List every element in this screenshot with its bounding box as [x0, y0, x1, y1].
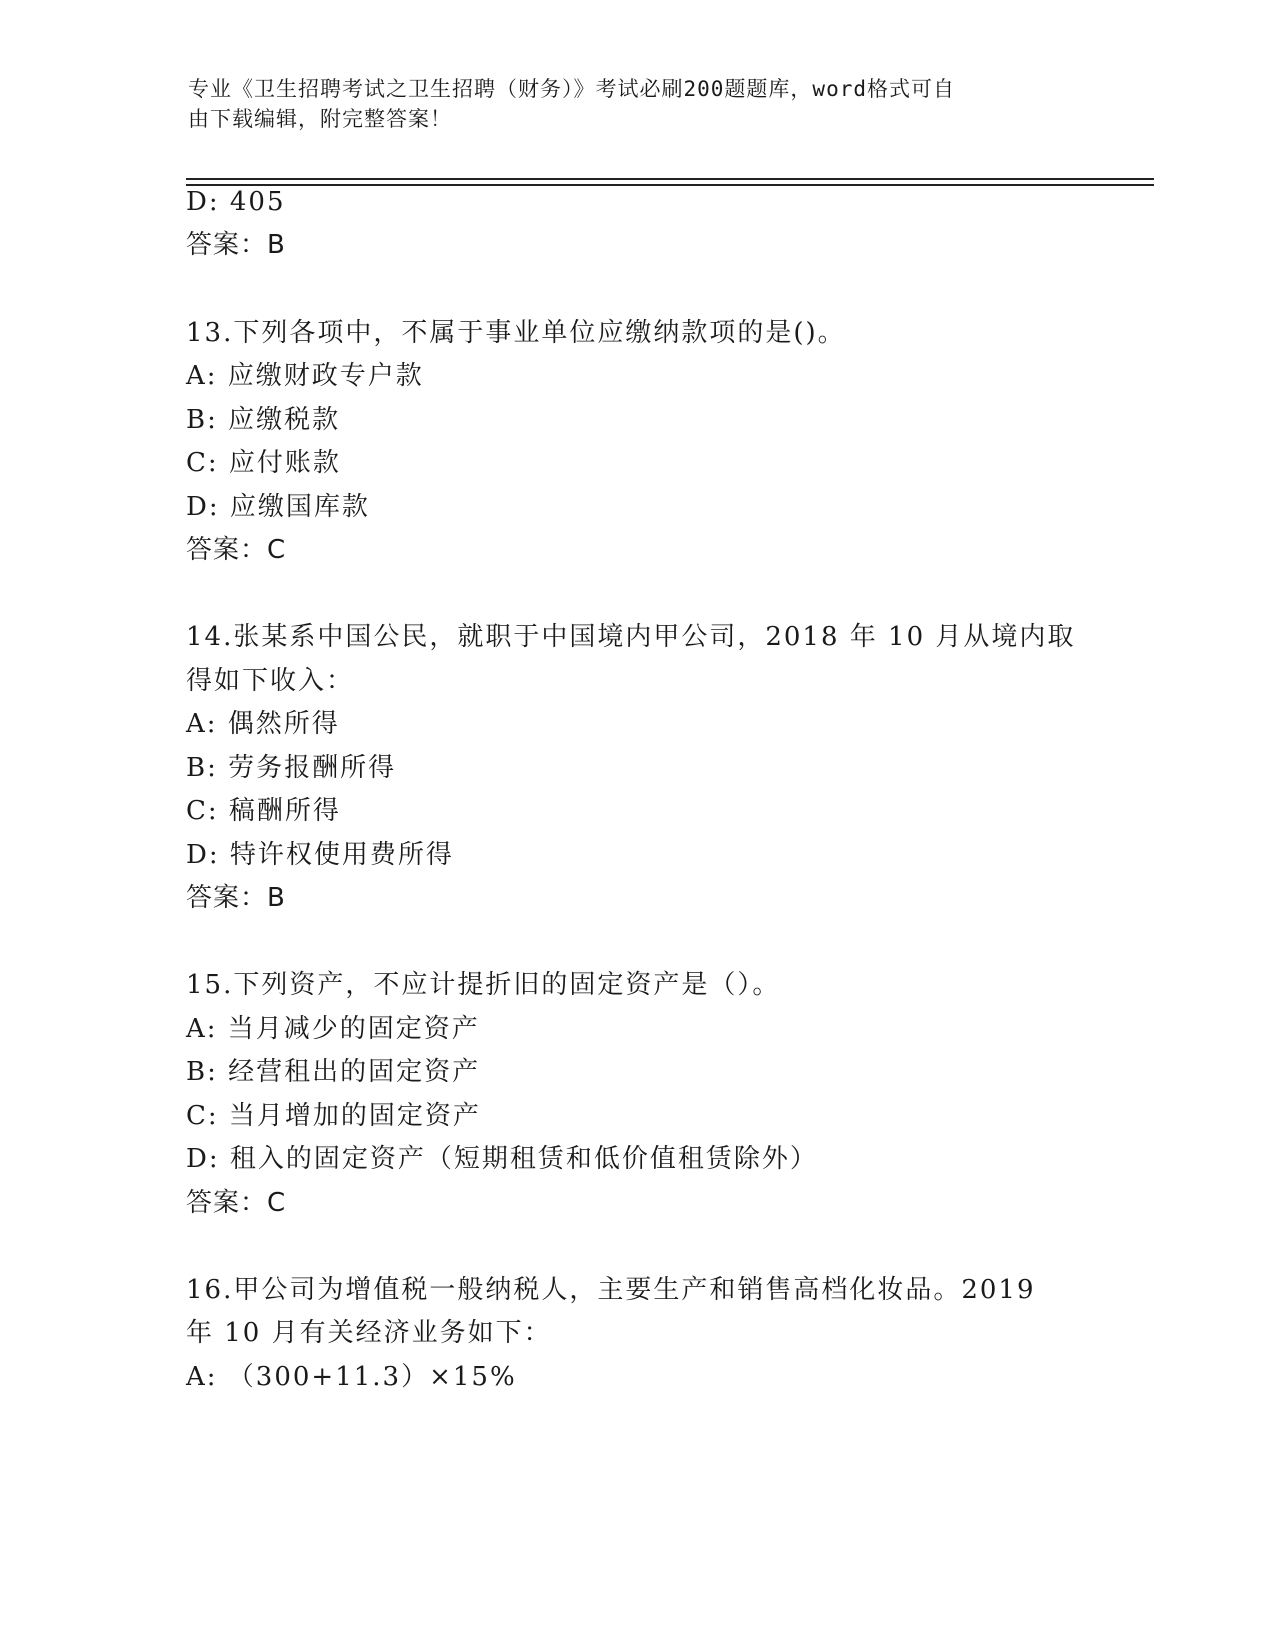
- q13-option-b: B: 应缴税款: [186, 405, 341, 435]
- prev-answer: 答案：B: [186, 230, 286, 260]
- q15-option-d: D: 租入的固定资产（短期租赁和低价值租赁除外）: [186, 1144, 818, 1174]
- q13-option-d: D: 应缴国库款: [186, 492, 370, 522]
- prev-option-d: D: 405: [186, 187, 286, 217]
- q14-option-b: B: 劳务报酬所得: [186, 753, 397, 783]
- q14-stem-line-1: 14.张某系中国公民，就职于中国境内甲公司，2018 年 10 月从境内取: [186, 622, 1076, 652]
- q14-option-d: D: 特许权使用费所得: [186, 840, 454, 870]
- q13-answer: 答案：C: [186, 535, 287, 565]
- q15-answer: 答案：C: [186, 1188, 287, 1218]
- header-line-1: 专业《卫生招聘考试之卫生招聘（财务）》考试必刷200题题库，word格式可自: [188, 77, 955, 101]
- q14-stem-line-2: 得如下收入：: [186, 666, 355, 696]
- q13-stem: 13.下列各项中，不属于事业单位应缴纳款项的是()。: [186, 318, 846, 348]
- q15-option-b: B: 经营租出的固定资产: [186, 1057, 481, 1087]
- q15-stem: 15.下列资产，不应计提折旧的固定资产是（）。: [186, 970, 781, 1000]
- q16-option-a: A: （300+11.3）×15%: [186, 1362, 517, 1392]
- header-divider-bottom: [186, 184, 1154, 186]
- document-header: [188, 74, 1068, 134]
- q16-stem-line-2: 年 10 月有关经济业务如下：: [186, 1318, 552, 1348]
- q15-option-a: A: 当月减少的固定资产: [186, 1014, 480, 1044]
- q13-option-c: C: 应付账款: [186, 448, 341, 478]
- q14-answer: 答案：B: [186, 883, 286, 913]
- q14-option-a: A: 偶然所得: [186, 709, 340, 739]
- q13-option-a: A: 应缴财政专户款: [186, 361, 424, 391]
- q16-stem-line-1: 16.甲公司为增值税一般纳税人，主要生产和销售高档化妆品。2019: [186, 1275, 1036, 1305]
- header-line-2: 由下载编辑，附完整答案！: [188, 107, 452, 131]
- q15-option-c: C: 当月增加的固定资产: [186, 1101, 481, 1131]
- header-divider-top: [186, 178, 1154, 180]
- q14-option-c: C: 稿酬所得: [186, 796, 341, 826]
